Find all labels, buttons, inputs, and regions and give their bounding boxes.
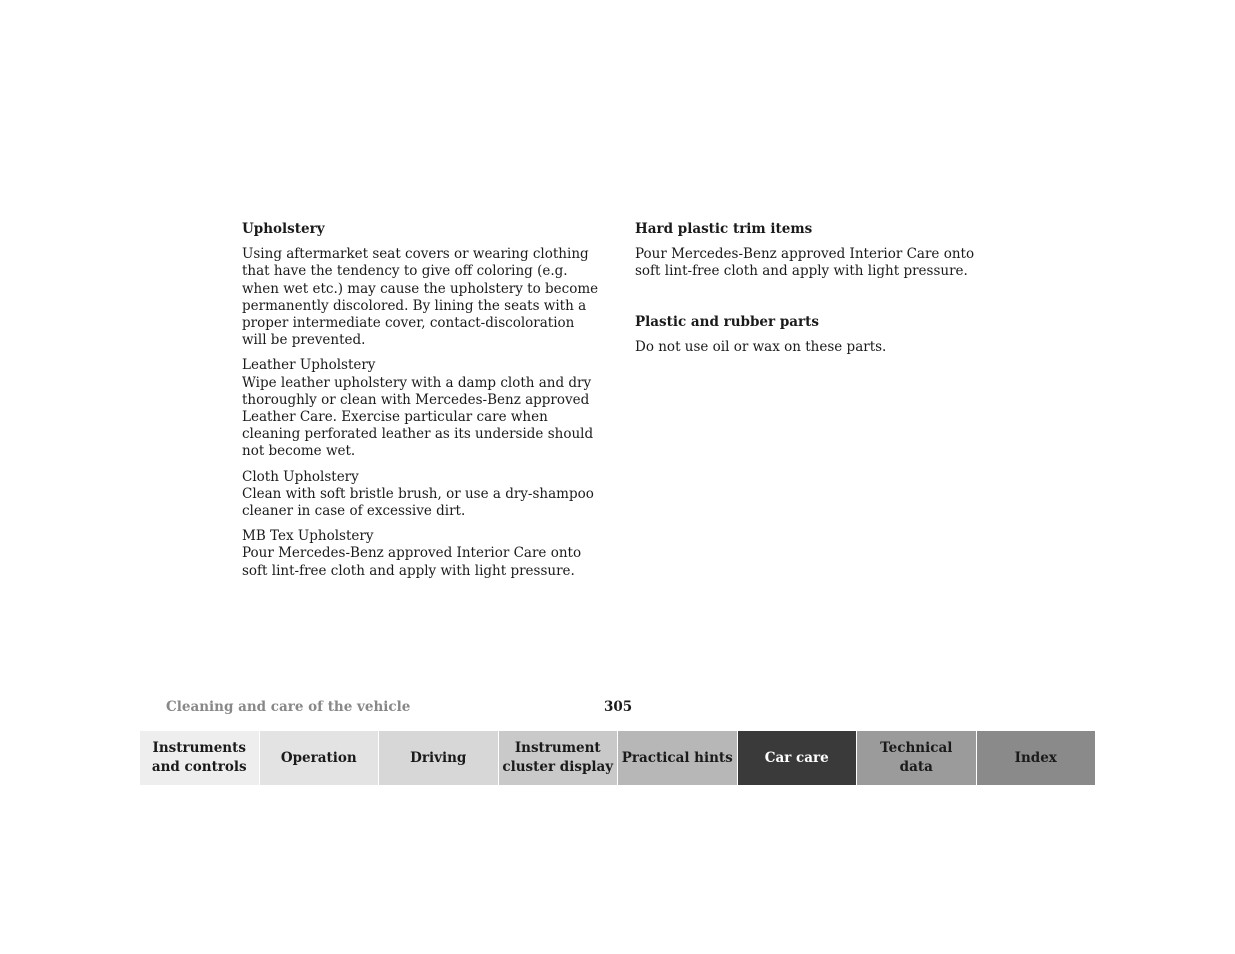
- tab-index[interactable]: Index: [977, 731, 1096, 785]
- leather-upholstery-title: Leather Upholstery: [242, 357, 376, 374]
- footer-section-title: Cleaning and care of the vehicle: [166, 699, 411, 715]
- mbtex-upholstery-title: MB Tex Upholstery: [242, 528, 374, 545]
- hard-plastic-heading: Hard plastic trim items: [635, 221, 813, 237]
- section-spacer: [635, 289, 985, 314]
- tab-driving[interactable]: Driving: [379, 731, 499, 785]
- plastic-rubber-text: Do not use oil or wax on these parts.: [635, 338, 887, 355]
- upholstery-text: Using aftermarket seat covers or wearing clothing that have the tendency to give off coloring (e.g. when wet etc.) may cause the upholstery to become permanently discolored. By lining the seats with a proper intermediate cover, contact-discoloration will be prevented.: [242, 246, 599, 349]
- cloth-upholstery-title: Cloth Upholstery: [242, 468, 359, 485]
- tab-instruments-and-controls[interactable]: Instruments and controls: [140, 731, 260, 785]
- mbtex-upholstery-section: [242, 528, 602, 580]
- chapter-tab-bar: [140, 731, 1095, 785]
- tab-instrument-cluster-display[interactable]: Instrument cluster display: [499, 731, 619, 785]
- page-number: 305: [604, 699, 633, 715]
- mbtex-upholstery-text: Pour Mercedes-Benz approved Interior Care onto soft lint-free cloth and apply with light pressure.: [242, 545, 582, 579]
- tab-operation[interactable]: Operation: [260, 731, 380, 785]
- tab-car-care[interactable]: Car care: [738, 731, 858, 785]
- leather-upholstery-text: Wipe leather upholstery with a damp cloth and dry thoroughly or clean with Mercedes-Benz approved Leather Care. Exercise particular care when cleaning perforated leather as its underside should not become wet.: [242, 374, 594, 460]
- leather-upholstery-section: [242, 357, 602, 460]
- cloth-upholstery-text: Clean with soft bristle brush, or use a dry-shampoo cleaner in case of excessive dirt.: [242, 485, 594, 520]
- right-column: [635, 221, 985, 364]
- tab-practical-hints[interactable]: Practical hints: [618, 731, 738, 785]
- hard-plastic-text: Pour Mercedes-Benz approved Interior Care onto soft lint-free cloth and apply with light pressure.: [635, 246, 975, 280]
- left-column: [242, 221, 602, 588]
- upholstery-heading: Upholstery: [242, 221, 325, 237]
- plastic-rubber-heading: Plastic and rubber parts: [635, 313, 819, 330]
- cloth-upholstery-section: [242, 469, 602, 521]
- tab-technical-data[interactable]: Technical data: [857, 731, 977, 785]
